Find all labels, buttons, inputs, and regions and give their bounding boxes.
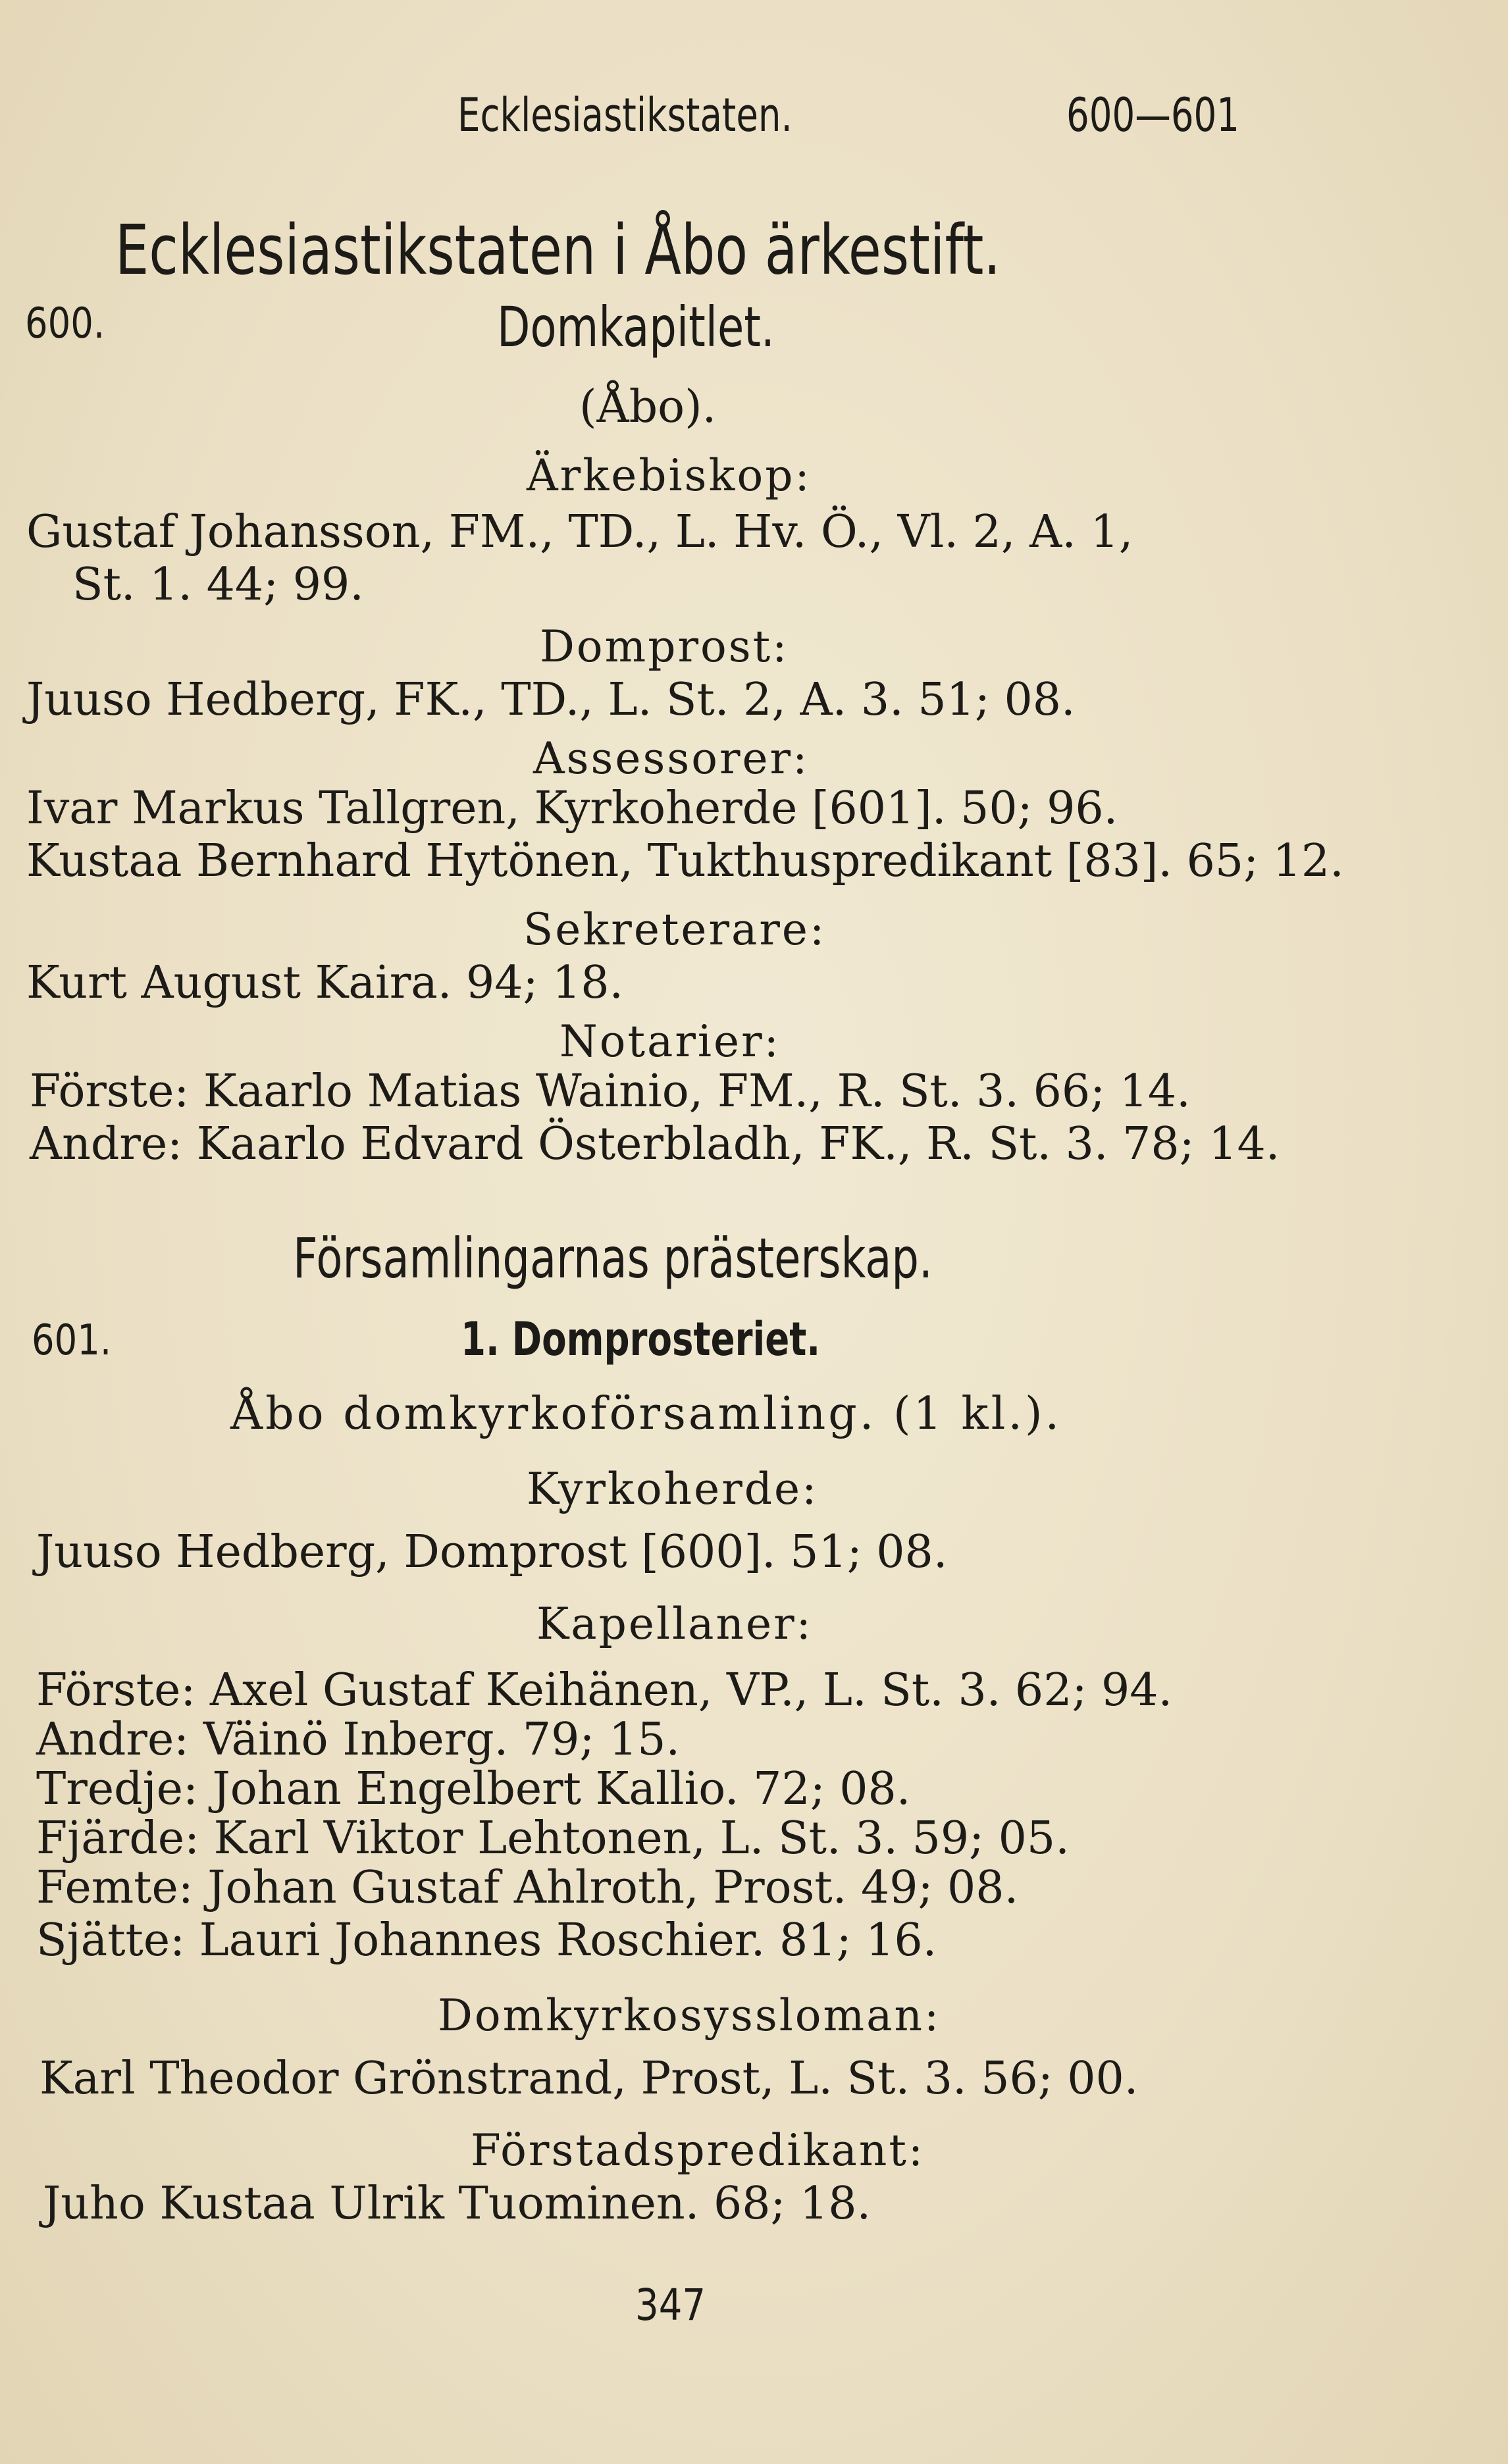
- notary-1: Förste: Kaarlo Matias Wainio, FM., R. St. 3. 66; 14.: [30, 1065, 1191, 1117]
- role-notaries: Notarier:: [559, 1016, 781, 1067]
- suburb-preacher-entry: Juho Kustaa Ulrik Tuominen. 68; 18.: [43, 2178, 871, 2230]
- role-sexton: Domkyrkosyssloman:: [438, 1990, 941, 2041]
- section-600-heading: Domkapitlet.: [497, 295, 775, 359]
- role-dean: Domprost:: [540, 621, 789, 672]
- chaplain-4: Fjärde: Karl Viktor Lehtonen, L. St. 3. 59; 05.: [36, 1812, 1070, 1864]
- running-head-pages: 600—601: [1066, 88, 1240, 142]
- role-vicar: Kyrkoherde:: [527, 1464, 819, 1514]
- role-archbishop: Ärkebiskop:: [527, 450, 812, 501]
- chaplain-3: Tredje: Johan Engelbert Kallio. 72; 08.: [36, 1763, 911, 1815]
- chaplain-6: Sjätte: Lauri Johannes Roschier. 81; 16.: [36, 1914, 937, 1966]
- role-chaplains: Kapellaner:: [536, 1599, 813, 1649]
- assessor-2: Kustaa Bernhard Hytönen, Tukthuspredikant [83]. 65; 12.: [26, 835, 1344, 887]
- secretary-entry: Kurt August Kaira. 94; 18.: [26, 957, 624, 1009]
- dean-entry: Juuso Hedberg, FK., TD., L. St. 2, A. 3. 51; 08.: [26, 674, 1076, 726]
- running-head-title: Ecklesiastikstaten.: [457, 88, 793, 142]
- vicar-entry: Juuso Hedberg, Domprost [600]. 51; 08.: [36, 1526, 948, 1578]
- sexton-entry: Karl Theodor Grönstrand, Prost, L. St. 3. 56; 00.: [39, 2053, 1139, 2105]
- section-600-place: (Åbo).: [579, 381, 717, 433]
- archbishop-line2: St. 1. 44; 99.: [72, 559, 364, 611]
- section-601-number: 601.: [32, 1316, 112, 1365]
- section-601-heading: Församlingarnas prästerskap.: [293, 1226, 933, 1291]
- role-secretary: Sekreterare:: [523, 904, 827, 955]
- deanery-heading: 1. Domprosteriet.: [461, 1312, 821, 1366]
- parish-name: Åbo domkyrkoförsamling. (1 kl.).: [230, 1388, 1062, 1440]
- main-title: Ecklesiastikstaten i Åbo ärkestift.: [115, 210, 1001, 290]
- notary-2: Andre: Kaarlo Edvard Österbladh, FK., R. St. 3. 78; 14.: [30, 1118, 1280, 1170]
- archbishop-line1: Gustaf Johansson, FM., TD., L. Hv. Ö., Vl. 2, A. 1,: [26, 506, 1133, 558]
- page-number: 347: [635, 2280, 706, 2330]
- chaplain-1: Förste: Axel Gustaf Keihänen, VP., L. St. 3. 62; 94.: [36, 1664, 1173, 1716]
- chaplain-5: Femte: Johan Gustaf Ahlroth, Prost. 49; 08.: [36, 1862, 1019, 1914]
- section-600-number: 600.: [25, 299, 105, 348]
- assessor-1: Ivar Markus Tallgren, Kyrkoherde [601]. 50; 96.: [26, 783, 1118, 834]
- role-assessors: Assessorer:: [533, 733, 810, 784]
- chaplain-2: Andre: Väinö Inberg. 79; 15.: [36, 1714, 681, 1766]
- role-suburb-preacher: Förstadspredikant:: [471, 2125, 925, 2176]
